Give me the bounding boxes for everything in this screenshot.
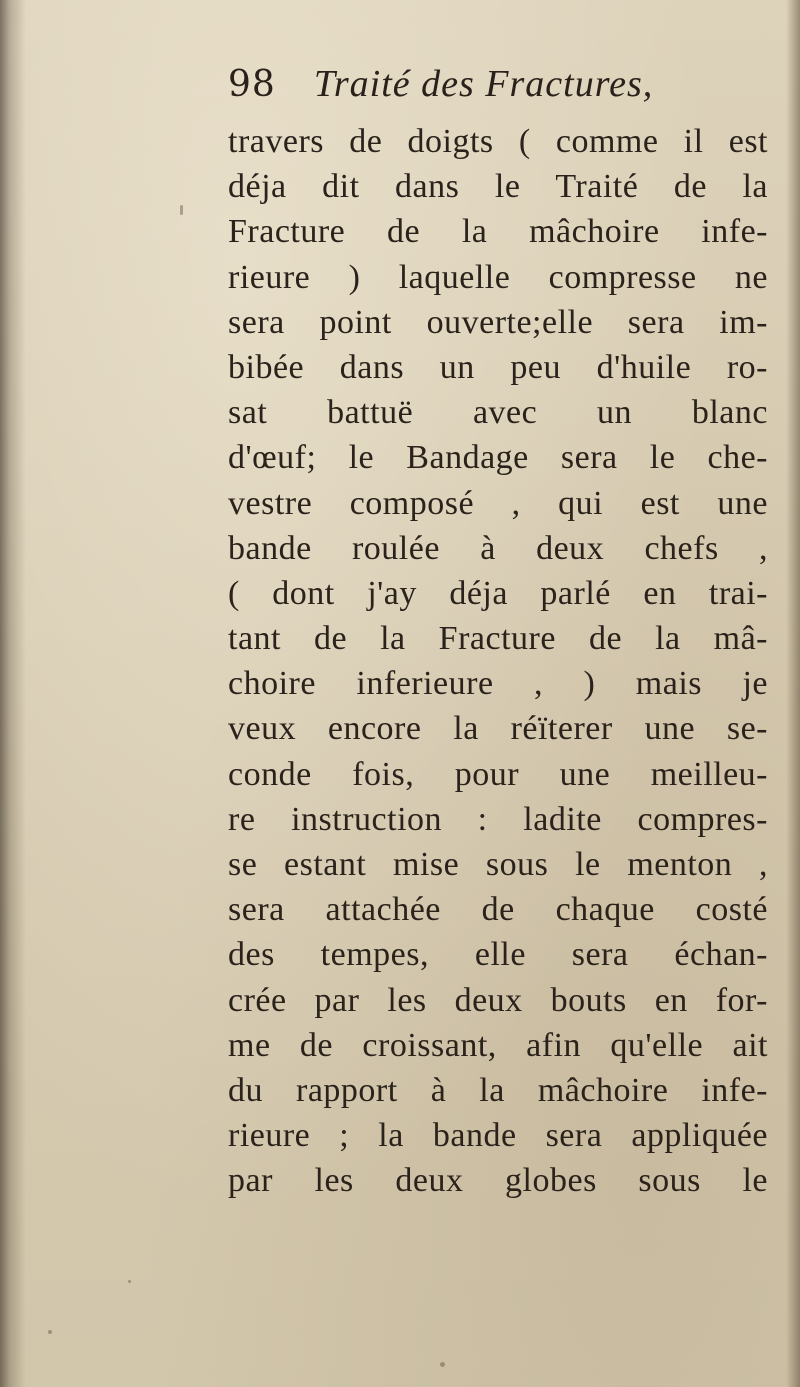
paper-speck: [180, 205, 183, 215]
text-line: bibée dans un peu d'huile ro-: [228, 348, 768, 386]
text-line: se estant mise sous le menton ,: [228, 846, 768, 883]
text-line: Fracture de la mâchoire infe-: [228, 213, 768, 251]
text-line: d'œuf; le Bandage sera le che-: [228, 439, 768, 477]
page-number: 98: [228, 64, 276, 105]
binding-gutter-shadow: [0, 0, 26, 1387]
text-line: du rapport à la mâchoire infe-: [228, 1071, 768, 1109]
text-line: rieure ; la bande sera appliquée: [228, 1117, 768, 1155]
paper-speck: [48, 1330, 52, 1334]
text-line: travers de doigts ( comme il est: [228, 123, 768, 160]
text-line: déja dit dans le Traité de la: [228, 168, 768, 206]
paper-speck: [128, 1280, 131, 1283]
text-line: vestre composé , qui est une: [228, 484, 768, 522]
text-line: bande roulée à deux chefs ,: [228, 529, 768, 567]
text-line: tant de la Fracture de la mâ-: [228, 620, 768, 658]
paper-speck: [440, 1362, 445, 1367]
text-line: crée par les deux bouts en for-: [228, 981, 768, 1019]
text-line: choire inferieure , ) mais je: [228, 665, 768, 703]
text-line: des tempes, elle sera échan-: [228, 936, 768, 974]
text-line: me de croissant, afin qu'elle ait: [228, 1026, 768, 1064]
text-line: sat battuë avec un blanc: [228, 394, 768, 432]
text-line: rieure ) laquelle compresse ne: [228, 258, 768, 296]
page-edge-shadow: [786, 0, 800, 1387]
text-line: sera attachée de chaque costé: [228, 891, 768, 929]
text-line: veux encore la réïterer une se-: [228, 710, 768, 748]
text-line: ( dont j'ay déja parlé en trai-: [228, 574, 768, 612]
body-text: [228, 119, 768, 1204]
text-line: re instruction : ladite compres-: [228, 800, 768, 838]
text-line: conde fois, pour une meilleu-: [228, 755, 768, 793]
text-line: par les deux globes sous le: [228, 1162, 768, 1200]
text-line: sera point ouverte;elle sera im-: [228, 303, 768, 341]
running-title: Traité des Fractures,: [313, 63, 654, 105]
running-head: [228, 62, 653, 118]
